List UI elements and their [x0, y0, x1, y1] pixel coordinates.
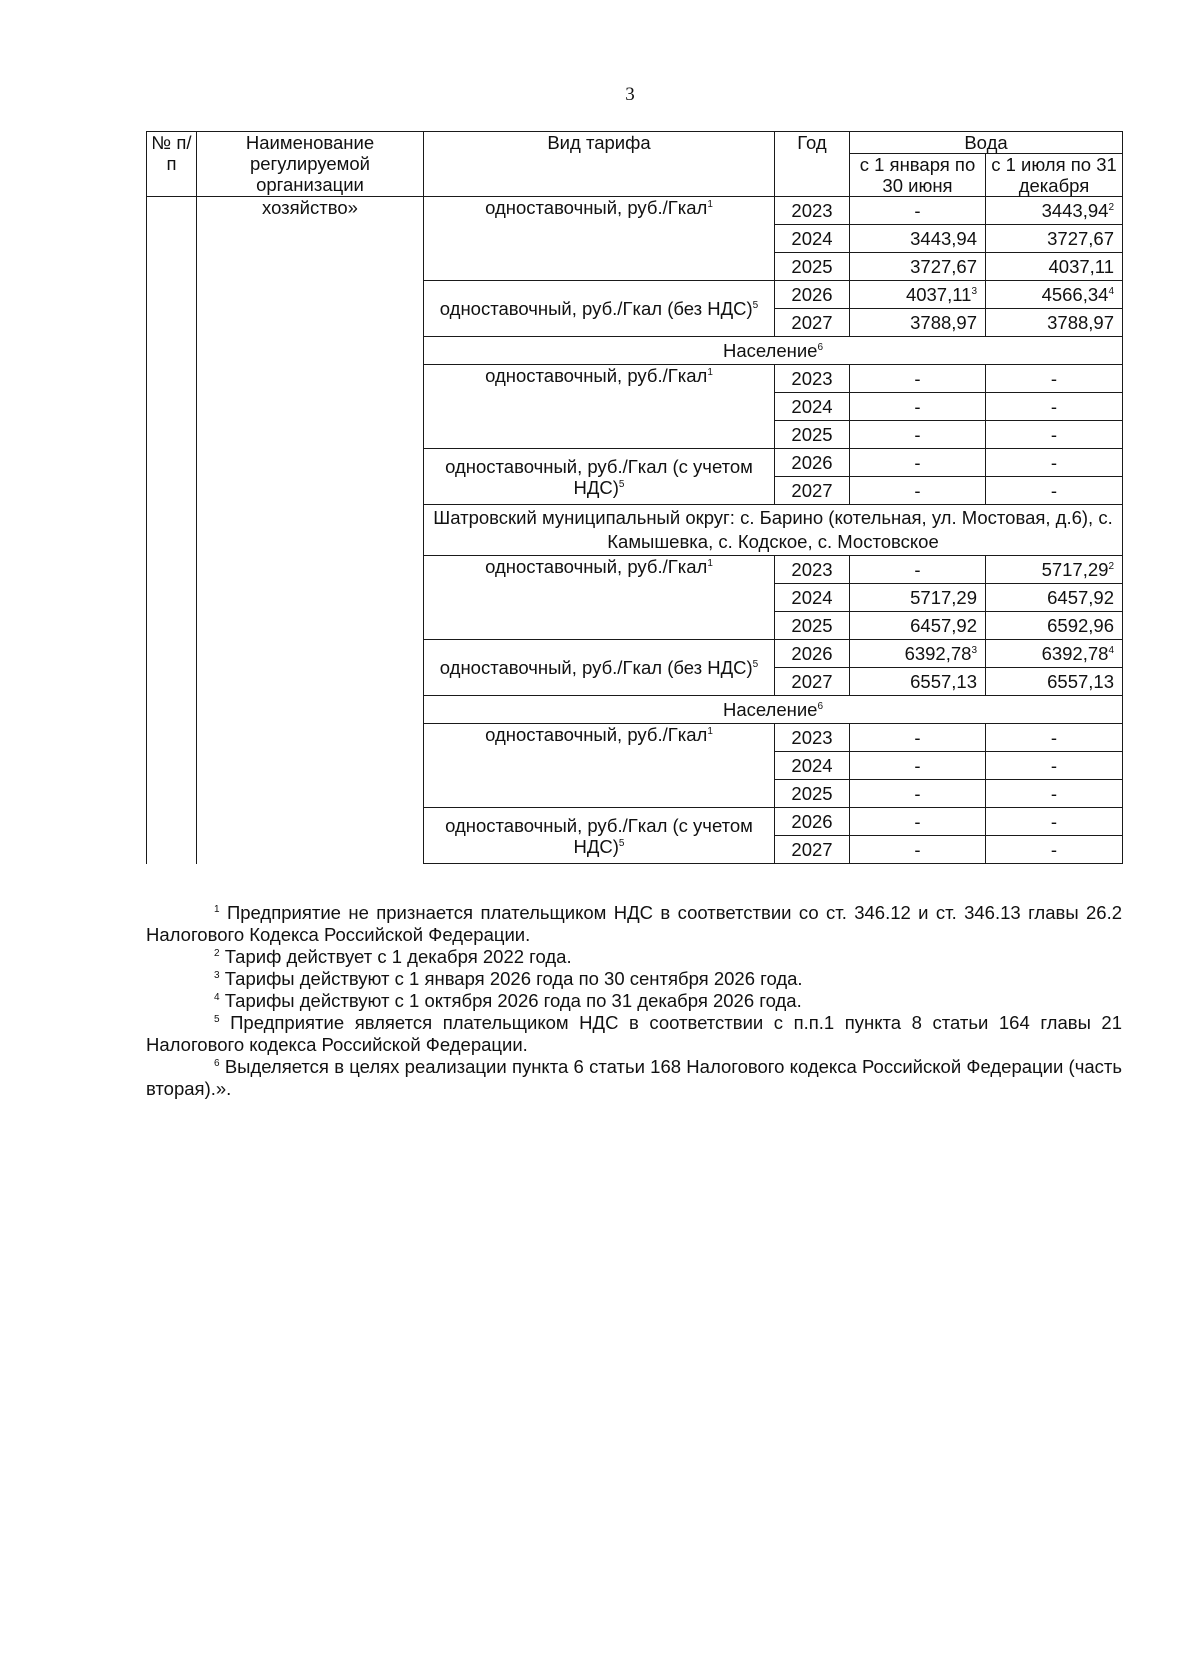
value-cell: - — [986, 724, 1123, 752]
value-cell: - — [850, 421, 986, 449]
org-cell: хозяйство» — [197, 197, 424, 864]
page-number: 3 — [625, 84, 635, 105]
value-cell: 6392,78$^3$ — [850, 640, 986, 668]
tariff-type-cell: одноставочный, руб./Гкал$^1$ — [424, 197, 775, 281]
year-cell: 2026 — [775, 640, 850, 668]
footnote: $^5$ Предприятие является плательщиком НДС в соответствии с п.п.1 пункта 8 статьи 164 главы 21 Налогового кодекса Российской Федерации. — [146, 1012, 1122, 1055]
year-cell: 2026 — [775, 449, 850, 477]
section-title: Население$^6$ — [424, 337, 1123, 365]
value-cell: 3727,67 — [850, 253, 986, 281]
value-cell: 6457,92 — [850, 612, 986, 640]
header-water: Вода — [850, 132, 1123, 154]
year-cell: 2025 — [775, 421, 850, 449]
table-row — [147, 197, 1123, 225]
header-year: Год — [775, 132, 850, 197]
value-cell: 3788,97 — [986, 309, 1123, 337]
year-cell: 2025 — [775, 780, 850, 808]
value-cell: - — [850, 393, 986, 421]
tariff-type-cell: одноставочный, руб./Гкал (без НДС)$^5$ — [424, 281, 775, 337]
year-cell: 2026 — [775, 808, 850, 836]
value-cell: 3443,94 — [850, 225, 986, 253]
value-cell: - — [850, 365, 986, 393]
value-cell: 5717,29$^2$ — [986, 556, 1123, 584]
year-cell: 2023 — [775, 365, 850, 393]
value-cell: - — [850, 449, 986, 477]
value-cell: - — [986, 393, 1123, 421]
value-cell: - — [986, 421, 1123, 449]
value-cell: 3727,67 — [986, 225, 1123, 253]
value-cell: - — [986, 449, 1123, 477]
value-cell: 3443,94$^2$ — [986, 197, 1123, 225]
header-org: Наименование регулируемой организации — [197, 132, 424, 197]
year-cell: 2025 — [775, 253, 850, 281]
year-cell: 2024 — [775, 393, 850, 421]
value-cell: 5717,29 — [850, 584, 986, 612]
year-cell: 2024 — [775, 584, 850, 612]
section-title: Население$^6$ — [424, 696, 1123, 724]
header-tariff-type: Вид тарифа — [424, 132, 775, 197]
num-cell — [147, 197, 197, 864]
year-cell: 2027 — [775, 668, 850, 696]
tariff-type-cell: одноставочный, руб./Гкал$^1$ — [424, 724, 775, 808]
value-cell: 6392,78$^4$ — [986, 640, 1123, 668]
year-cell: 2023 — [775, 197, 850, 225]
value-cell: - — [986, 477, 1123, 505]
year-cell: 2027 — [775, 836, 850, 864]
value-cell: 6457,92 — [986, 584, 1123, 612]
value-cell: - — [850, 724, 986, 752]
value-cell: 4566,34$^4$ — [986, 281, 1123, 309]
value-cell: - — [986, 780, 1123, 808]
header-row — [147, 132, 1123, 154]
value-cell: - — [850, 836, 986, 864]
footnote: $^4$ Тарифы действуют с 1 октября 2026 года по 31 декабря 2026 года. — [214, 990, 802, 1011]
value-cell: - — [850, 808, 986, 836]
footnotes — [146, 902, 1122, 1100]
tariff-type-cell: одноставочный, руб./Гкал (с учетом НДС)$^5$ — [424, 449, 775, 505]
year-cell: 2027 — [775, 477, 850, 505]
tariff-type-cell: одноставочный, руб./Гкал$^1$ — [424, 556, 775, 640]
value-cell: - — [850, 197, 986, 225]
tariff-table — [146, 131, 1123, 864]
year-cell: 2023 — [775, 556, 850, 584]
footnote: $^2$ Тариф действует с 1 декабря 2022 года. — [214, 946, 572, 967]
value-cell: 6557,13 — [850, 668, 986, 696]
value-cell: 3788,97 — [850, 309, 986, 337]
header-first-half: с 1 января по 30 июня — [850, 154, 986, 197]
value-cell: 6592,96 — [986, 612, 1123, 640]
year-cell: 2024 — [775, 752, 850, 780]
footnote: $^3$ Тарифы действуют с 1 января 2026 года по 30 сентября 2026 года. — [214, 968, 803, 989]
footnote: $^1$ Предприятие не признается плательщиком НДС в соответствии со ст. 346.12 и ст. 346.13 главы 26.2 Налогового Кодекса Российской Федерации. — [146, 902, 1123, 945]
header-second-half: с 1 июля по 31 декабря — [986, 154, 1123, 197]
zone-title: Шатровский муниципальный округ: с. Барино (котельная, ул. Мостовая, д.6), с. Камышевка, с. Кодское, с. Мостовское — [424, 505, 1123, 556]
year-cell: 2026 — [775, 281, 850, 309]
value-cell: - — [986, 752, 1123, 780]
value-cell: - — [986, 808, 1123, 836]
header-num: № п/п — [147, 132, 197, 197]
footnote: $^6$ Выделяется в целях реализации пункта 6 статьи 168 Налогового кодекса Российской Федерации (часть вторая).». — [146, 1056, 1123, 1099]
value-cell: - — [850, 477, 986, 505]
value-cell: - — [986, 365, 1123, 393]
value-cell: 6557,13 — [986, 668, 1123, 696]
tariff-type-cell: одноставочный, руб./Гкал (без НДС)$^5$ — [424, 640, 775, 696]
tariff-type-cell: одноставочный, руб./Гкал (с учетом НДС)$^5$ — [424, 808, 775, 864]
year-cell: 2023 — [775, 724, 850, 752]
value-cell: - — [850, 752, 986, 780]
tariff-type-cell: одноставочный, руб./Гкал$^1$ — [424, 365, 775, 449]
value-cell: - — [850, 556, 986, 584]
year-cell: 2027 — [775, 309, 850, 337]
value-cell: - — [986, 836, 1123, 864]
value-cell: 4037,11$^3$ — [850, 281, 986, 309]
year-cell: 2024 — [775, 225, 850, 253]
value-cell: - — [850, 780, 986, 808]
value-cell: 4037,11 — [986, 253, 1123, 281]
year-cell: 2025 — [775, 612, 850, 640]
